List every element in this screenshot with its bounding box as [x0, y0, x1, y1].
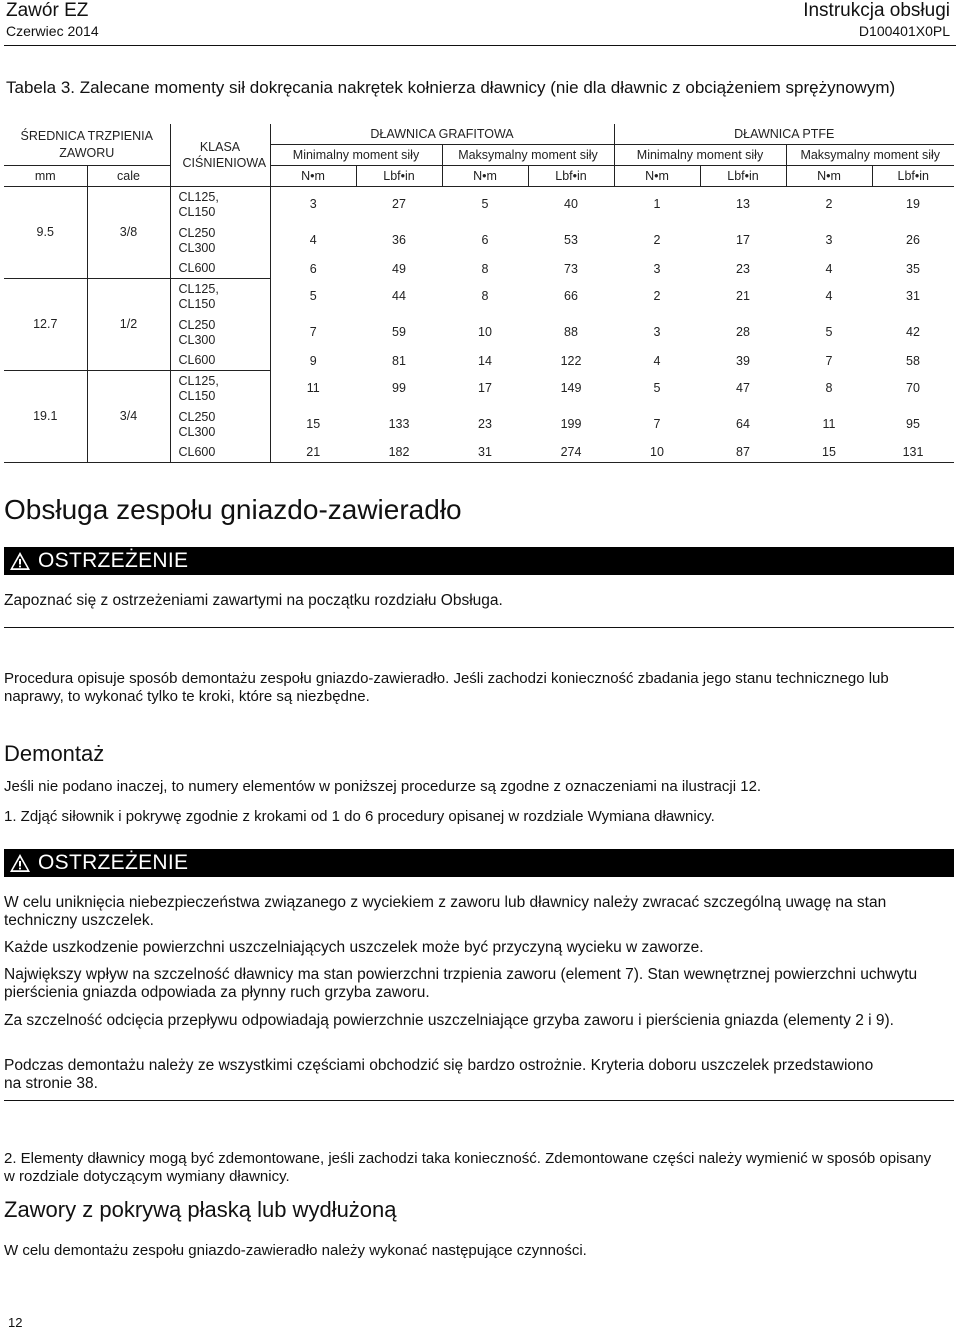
warning-triangle-icon	[9, 551, 31, 571]
unit-nm: N•m	[270, 166, 356, 187]
stem-mm-cell: 9.5	[4, 187, 87, 279]
pressure-class-line: CL600	[178, 261, 216, 276]
zawory-paragraph: W celu demontażu zespołu gniazdo-zawieradło należy wykonać następujące czynności.	[4, 1242, 587, 1259]
torque-value-cell: 49	[392, 261, 406, 276]
pressure-class-cell	[170, 315, 270, 351]
stem-inch-cell: 1/2	[87, 279, 170, 371]
torque-value-cell: 39	[736, 353, 750, 368]
pressure-class-line: CL300	[178, 424, 216, 439]
torque-value-cell: 13	[736, 197, 750, 212]
torque-value-cell: 3	[653, 261, 661, 276]
torque-value-cell: 28	[736, 325, 750, 339]
torque-value-cell: 23	[478, 417, 492, 431]
torque-value-cell: 81	[392, 353, 406, 368]
header-divider	[4, 45, 956, 46]
pressure-class-cell	[170, 443, 270, 463]
ptfe-min-header: Minimalny moment siły	[614, 145, 786, 166]
torque-value-cell: 17	[478, 381, 492, 395]
warning-banner-1	[4, 547, 954, 575]
torque-value-cell: 8	[481, 261, 489, 276]
torque-value-cell: 5	[481, 197, 489, 212]
torque-value-cell: 3	[825, 233, 833, 247]
torque-value-cell: 10	[614, 443, 700, 463]
pressure-class-cell	[170, 407, 270, 443]
torque-value-cell: 44	[392, 289, 406, 303]
torque-value-cell: 133	[388, 417, 410, 431]
torque-value-cell: 36	[392, 233, 406, 247]
torque-value-cell: 64	[736, 417, 750, 431]
torque-table	[4, 124, 954, 463]
pressure-class-line: CL125,	[178, 281, 219, 296]
graphite-packing-header: DŁAWNICA GRAFITOWA	[270, 124, 614, 145]
torque-value-cell: 27	[392, 197, 406, 212]
pressure-class-line: CL125,	[178, 189, 219, 204]
unit-nm: N•m	[442, 166, 528, 187]
pressure-class-header: KLASA CIŚNIENIOWA	[170, 124, 270, 187]
torque-value-cell: 11	[822, 417, 836, 431]
unit-row	[4, 166, 954, 187]
warning-2-para-1: W celu uniknięcia niebezpieczeństwa związanego z wyciekiem z zaworu lub dławnicy należy zwracać szczególną uwagę na stan techniczny uszczelek.	[4, 894, 887, 929]
torque-value-cell: 73	[564, 261, 578, 276]
unit-mm: mm	[4, 166, 87, 187]
pressure-class-line: CL150	[178, 204, 216, 219]
torque-value-cell: 10	[478, 325, 492, 339]
pressure-class-line: CL150	[178, 388, 216, 403]
warning-2-para-4: Za szczelność odcięcia przepływu odpowiadają powierzchnie uszczelniające grzyba zaworu i pierścienia gniazda (elementy 2 i 9).	[4, 1012, 894, 1029]
pressure-class-line: CL250	[178, 225, 216, 240]
torque-value-cell: 149	[560, 381, 582, 395]
torque-value-cell: 21	[270, 443, 356, 463]
torque-value-cell: 1	[653, 197, 661, 212]
warning-1-text: Zapoznać się z ostrzeżeniami zawartymi na początku rozdziału Obsługa.	[4, 592, 503, 609]
torque-value-cell: 15	[786, 443, 872, 463]
torque-value-cell: 2	[653, 233, 661, 247]
torque-value-cell: 23	[736, 261, 750, 276]
torque-value-cell: 2	[653, 289, 661, 303]
stem-diameter-header: ŚREDNICA TRZPIENIA ZAWORU	[20, 128, 153, 160]
pressure-class-line: CL150	[178, 296, 216, 311]
graphite-min-header: Minimalny moment siły	[270, 145, 442, 166]
torque-value-cell: 21	[736, 289, 750, 303]
intro-paragraph: Procedura opisuje sposób demontażu zespołu gniazdo-zawieradło. Jeśli zachodzi konieczność zbadania jego stanu technicznego lub naprawy, to wykonać tylko te kroki, które są niezbędne.	[4, 670, 889, 705]
step-2: 2. Elementy dławnicy mogą być zdemontowane, jeśli zachodzi taka konieczność. Zdemontowane części należy wymienić w sposób opisany w rozdziale dotyczącym wymiany dławnicy.	[4, 1150, 932, 1185]
torque-value-cell: 53	[564, 233, 578, 247]
pressure-class-cell	[170, 279, 270, 315]
torque-value-cell: 19	[906, 197, 920, 212]
torque-value-cell: 8	[825, 381, 833, 395]
warning-2-para-2: Każde uszkodzenie powierzchni uszczelniających uszczelek może być przyczyną wycieku w zaworze.	[4, 939, 704, 956]
pressure-class-cell	[170, 187, 270, 223]
torque-value-cell: 6	[481, 233, 489, 247]
pressure-class-line: CL250	[178, 409, 216, 424]
subsection-demontaz: Demontaż	[4, 741, 105, 766]
unit-lbf-in: Lbf•in	[872, 166, 954, 187]
warning-banner-2	[4, 849, 954, 877]
table-caption: Tabela 3. Zalecane momenty sił dokręcania nakrętek kołnierza dławnicy (nie dla dławnic z obciążeniem sprężynowym)	[6, 78, 896, 97]
torque-value-cell: 58	[906, 353, 920, 368]
pressure-class-line: CL125,	[178, 373, 219, 388]
torque-value-cell: 26	[906, 233, 920, 247]
pressure-class-line: CL300	[178, 332, 216, 347]
unit-lbf-in: Lbf•in	[528, 166, 614, 187]
unit-nm: N•m	[614, 166, 700, 187]
torque-value-cell: 70	[906, 381, 920, 395]
table-row	[4, 371, 954, 407]
torque-value-cell: 35	[906, 261, 920, 276]
product-title: Zawór EZ	[6, 0, 89, 21]
torque-value-cell: 42	[906, 325, 920, 339]
unit-cale: cale	[87, 166, 170, 187]
ptfe-max-header: Maksymalny moment siły	[786, 145, 954, 166]
torque-value-cell: 2	[825, 197, 833, 212]
torque-value-cell: 5	[825, 325, 833, 339]
torque-value-cell: 182	[356, 443, 442, 463]
torque-value-cell: 3	[653, 325, 661, 339]
torque-value-cell: 95	[906, 417, 920, 431]
pressure-class-line: CL600	[178, 445, 216, 460]
torque-value-cell: 40	[564, 197, 578, 212]
unit-nm: N•m	[786, 166, 872, 187]
torque-value-cell: 4	[825, 289, 833, 303]
demontaz-paragraph: Jeśli nie podano inaczej, to numery elementów w poniższej procedurze są zgodne z oznaczeniami na ilustracji 12.	[4, 778, 762, 795]
page-header-right	[803, 0, 950, 40]
torque-value-cell: 17	[736, 233, 750, 247]
pressure-class-line: CL300	[178, 240, 216, 255]
page-header-left	[6, 0, 99, 40]
ptfe-packing-header: DŁAWNICA PTFE	[614, 124, 954, 145]
warning-label: OSTRZEŻENIE	[38, 851, 189, 874]
torque-value-cell: 131	[872, 443, 954, 463]
step-1: 1. Zdjąć siłownik i pokrywę zgodnie z krokami od 1 do 6 procedury opisanej w rozdziale Wymiana dławnicy.	[4, 808, 715, 825]
warning-1-rule	[4, 627, 954, 628]
pressure-class-cell	[170, 351, 270, 371]
pressure-class-cell	[170, 259, 270, 279]
torque-value-cell: 9	[270, 351, 356, 371]
warning-label: OSTRZEŻENIE	[38, 549, 189, 572]
page-number: 12	[8, 1315, 23, 1330]
torque-value-cell: 47	[736, 381, 750, 395]
table-row	[4, 187, 954, 223]
torque-value-cell: 4	[653, 353, 661, 368]
doc-number: D100401X0PL	[858, 23, 950, 39]
torque-value-cell: 88	[564, 325, 578, 339]
torque-value-cell: 66	[564, 289, 578, 303]
warning-triangle-icon	[9, 853, 31, 873]
torque-value-cell: 199	[560, 417, 582, 431]
unit-lbf-in: Lbf•in	[700, 166, 786, 187]
unit-lbf-in: Lbf•in	[356, 166, 442, 187]
torque-value-cell: 274	[528, 443, 614, 463]
table-row	[4, 279, 954, 315]
publish-date: Czerwiec 2014	[6, 23, 99, 39]
torque-value-cell: 11	[270, 371, 356, 407]
torque-value-cell: 122	[560, 353, 582, 368]
pressure-class-line: CL250	[178, 317, 216, 332]
warning-2-rule	[4, 1100, 954, 1101]
subsection-zawory: Zawory z pokrywą płaską lub wydłużoną	[4, 1197, 397, 1222]
torque-value-cell: 31	[906, 289, 920, 303]
graphite-max-header: Maksymalny moment siły	[442, 145, 614, 166]
torque-value-cell: 7	[653, 417, 661, 431]
torque-value-cell: 99	[392, 381, 406, 395]
torque-value-cell: 7	[825, 353, 833, 368]
torque-value-cell: 7	[270, 315, 356, 351]
torque-value-cell: 59	[392, 325, 406, 339]
warning-2-para-3: Największy wpływ na szczelność dławnicy ma stan powierzchni trzpienia zaworu (element 7). Stan wewnętrznej powierzchni uchwytu pierścienia gniazda odpowiada za płynny ruch grzyba zaworu.	[4, 966, 918, 1001]
torque-value-cell: 5	[270, 279, 356, 315]
pressure-class-cell	[170, 223, 270, 259]
torque-value-cell: 5	[653, 381, 661, 395]
torque-value-cell: 6	[270, 259, 356, 279]
torque-value-cell: 8	[481, 289, 489, 303]
section-title: Obsługa zespołu gniazdo-zawieradło	[4, 494, 462, 525]
torque-table-body	[4, 187, 954, 463]
pressure-class-line: CL600	[178, 353, 216, 368]
torque-value-cell: 3	[270, 187, 356, 223]
pressure-class-cell	[170, 371, 270, 407]
torque-value-cell: 4	[270, 223, 356, 259]
torque-value-cell: 14	[478, 353, 492, 368]
torque-value-cell: 31	[442, 443, 528, 463]
doc-type: Instrukcja obsługi	[803, 0, 950, 21]
stem-inch-cell: 3/8	[87, 187, 170, 279]
torque-value-cell: 87	[700, 443, 786, 463]
warning-2-para-5: Podczas demontażu należy ze wszystkimi częściami obchodzić się bardzo ostrożnie. Kryteria doboru uszczelek przedstawiono na stronie 38.	[4, 1057, 874, 1092]
torque-value-cell: 4	[825, 261, 833, 276]
stem-mm-cell: 12.7	[4, 279, 87, 371]
stem-mm-cell: 19.1	[4, 371, 87, 463]
stem-inch-cell: 3/4	[87, 371, 170, 463]
torque-value-cell: 15	[270, 407, 356, 443]
